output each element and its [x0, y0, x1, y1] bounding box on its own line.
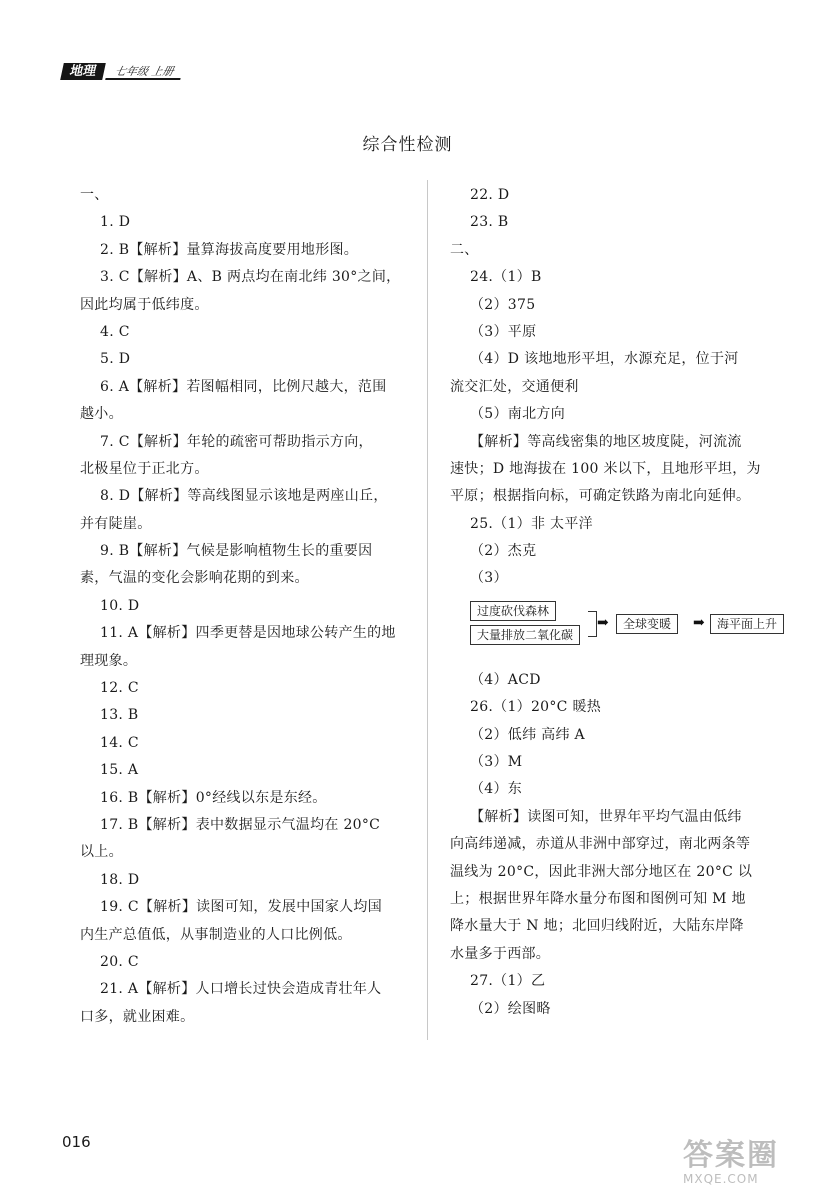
page-number: 016 [62, 1133, 91, 1151]
answer-line: 15. A [100, 762, 139, 779]
answer-line: 向高纬递减，赤道从非洲中部穿过，南北两条等 [450, 836, 751, 853]
answer-line: 水量多于西部。 [450, 945, 551, 962]
answer-line: 并有陡崖。 [80, 515, 152, 532]
answer-line: 理现象。 [80, 652, 138, 669]
answer-line: （4）ACD [470, 671, 541, 688]
answer-line: 18. D [100, 871, 140, 888]
answer-line: 27.（1）乙 [470, 973, 546, 990]
answer-line: 降水量大于 N 地；北回归线附近，大陆东岸降 [450, 918, 744, 935]
answer-line: （3）平原 [470, 323, 537, 340]
answer-line: 【解析】读图可知，世界年平均气温由低纬 [470, 808, 742, 825]
answer-line: （3） [470, 570, 508, 587]
answer-line: 6. A【解析】若图幅相同，比例尺越大，范围 [100, 378, 387, 395]
answer-line: （4）东 [470, 781, 523, 798]
answer-line: 25.（1）非 太平洋 [470, 515, 593, 532]
answer-line: 9. B【解析】气候是影响植物生长的重要因 [100, 543, 373, 560]
answer-line: （2）低纬 高纬 A [470, 726, 585, 743]
answer-line: 10. D [100, 597, 140, 614]
answer-line: 速快；D 地海拔在 100 米以下，且地形平坦，为 [450, 460, 761, 477]
answer-line: 素，气温的变化会影响花期的到来。 [80, 570, 309, 587]
answer-line: 口多，就业困难。 [80, 1008, 195, 1025]
running-header [62, 63, 182, 80]
flowchart-cause-1: 过度砍伐森林 [470, 601, 556, 621]
answer-line: （2）杰克 [470, 543, 537, 560]
watermark-text: 答案圈 [683, 1138, 779, 1173]
answer-line: 20. C [100, 953, 139, 970]
answer-line: 一、 [80, 187, 109, 203]
right-column-top [450, 182, 785, 593]
flowchart [470, 597, 785, 667]
answer-line: 1. D [100, 214, 131, 231]
answer-line: 内生产总值低，从事制造业的人口比例低。 [80, 926, 352, 943]
answer-line: （5）南北方向 [470, 406, 566, 423]
answer-line: 2. B【解析】量算海拔高度要用地形图。 [100, 241, 359, 258]
flowchart-result: 海平面上升 [710, 614, 784, 634]
answer-line: 因此均属于低纬度。 [80, 296, 209, 313]
watermark-logo [683, 1140, 798, 1195]
answer-line: （3）M [470, 754, 523, 771]
answer-line: 【解析】等高线密集的地区坡度陡，河流流 [470, 433, 742, 450]
flowchart-middle: 全球变暖 [616, 614, 678, 634]
header-subject: 地理 [60, 63, 106, 80]
answer-line: 24.（1）B [470, 269, 542, 286]
answer-line: 7. C【解析】年轮的疏密可帮助指示方向， [100, 433, 373, 450]
header-grade: 七年级 上册 [105, 63, 183, 80]
flowchart-arrow-icon: ➡ [693, 614, 705, 631]
answer-line: 22. D [470, 187, 510, 203]
answer-line: 14. C [100, 734, 139, 751]
answer-line: 12. C [100, 680, 139, 697]
page-title: 综合性检测 [362, 135, 453, 155]
right-column [450, 182, 785, 1023]
watermark-url: MXQE.COM [683, 1172, 759, 1186]
answer-line: 3. C【解析】A、B 两点均在南北纬 30°之间， [100, 269, 401, 286]
flowchart-cause-2: 大量排放二氧化碳 [470, 625, 580, 645]
column-divider [427, 180, 428, 1040]
answer-line: 平原；根据指向标，可确定铁路为南北向延伸。 [450, 488, 751, 505]
answer-line: （2）375 [470, 296, 536, 313]
answer-line: 越小。 [80, 406, 123, 423]
answer-line: 19. C【解析】读图可知，发展中国家人均国 [100, 899, 383, 916]
answer-line: 17. B【解析】表中数据显示气温均在 20°C [100, 816, 381, 833]
right-column-bottom [450, 667, 785, 1023]
answer-line: 21. A【解析】人口增长过快会造成青壮年人 [100, 981, 382, 998]
answer-line: 11. A【解析】四季更替是因地球公转产生的地 [100, 625, 396, 642]
flowchart-arrow-icon: ➡ [597, 614, 609, 631]
answer-line: 8. D【解析】等高线图显示该地是两座山丘， [100, 488, 388, 505]
answer-line: 16. B【解析】0°经线以东是东经。 [100, 789, 327, 806]
answer-line: 13. B [100, 707, 139, 724]
answer-line: （4）D 该地地形平坦，水源充足，位于河 [470, 351, 739, 368]
answer-line: 二、 [450, 241, 479, 258]
answer-line: 4. C [100, 323, 130, 340]
answer-line: 上；根据世界年降水量分布图和图例可知 M 地 [450, 890, 746, 907]
answer-line: 以上。 [80, 844, 123, 861]
answer-line: 流交汇处，交通便利 [450, 378, 579, 395]
answer-line: 北极星位于正北方。 [80, 460, 209, 477]
answer-line: 26.（1）20°C 暖热 [470, 699, 602, 716]
answer-line: 温线为 20°C，因此非洲大部分地区在 20°C 以 [450, 863, 753, 880]
answer-line: 5. D [100, 351, 131, 368]
left-column [80, 182, 415, 1031]
answer-line: 23. B [470, 214, 509, 231]
flowchart-bracket [588, 611, 597, 637]
answer-line: （2）绘图略 [470, 1000, 551, 1017]
